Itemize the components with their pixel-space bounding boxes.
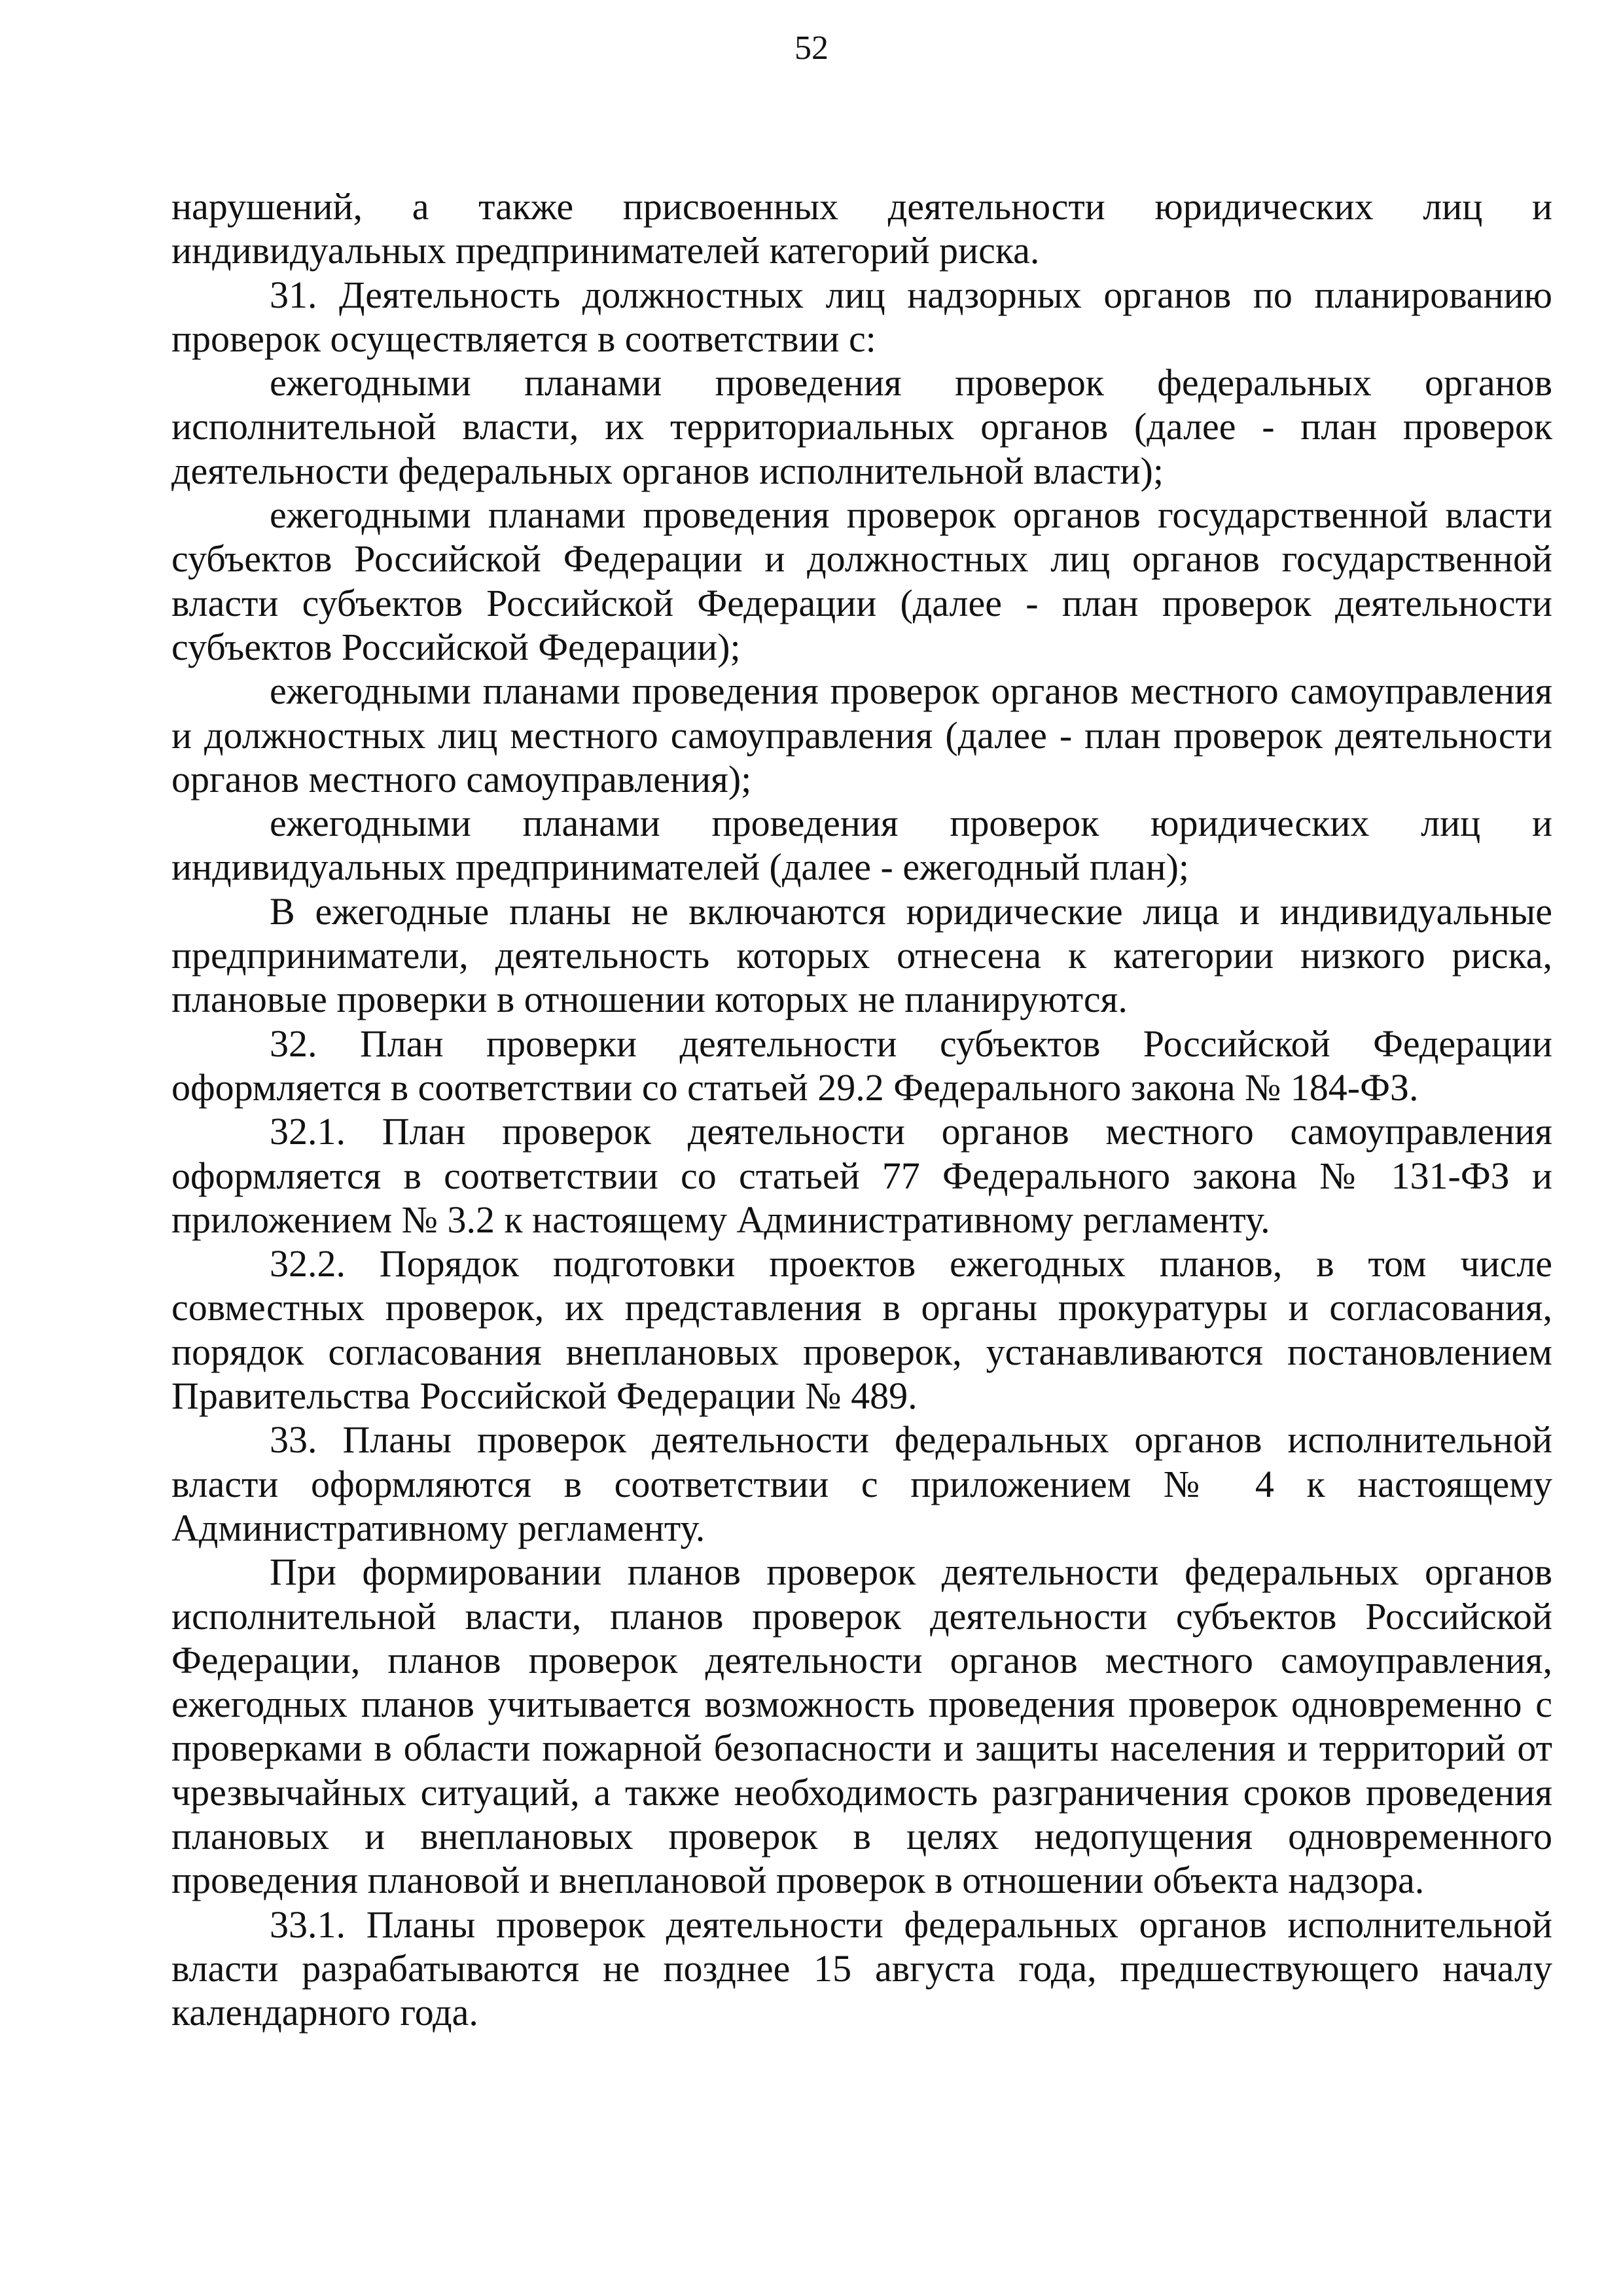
paragraph-33: 33. Планы проверок деятельности федеральных органов исполнительной власти оформляются в соответствии с приложением № 4 к настоящему Административному регламенту. <box>171 1418 1552 1549</box>
paragraph-31-item-subjects: ежегодными планами проведения проверок органов государственной власти субъектов Российской Федерации и должностных лиц органов государственной власти субъектов Российской Федерации (далее - план проверок деятельности субъектов Российской Федерации); <box>171 493 1552 668</box>
paragraph-31-item-local: ежегодными планами проведения проверок органов местного самоуправления и должностных лиц местного самоуправления (далее - план проверок деятельности органов местного самоуправления); <box>171 670 1552 800</box>
paragraph-32-2: 32.2. Порядок подготовки проектов ежегодных планов, в том числе совместных проверок, их представления в органы прокуратуры и согласования, порядок согласования внеплановых проверок, устанавливаются постановлением Правительства Российской Федерации № 489. <box>171 1242 1552 1418</box>
paragraph-31: 31. Деятельность должностных лиц надзорных органов по планированию проверок осуществляется в соответствии с: <box>171 273 1552 360</box>
paragraph-33-planning: При формировании планов проверок деятельности федеральных органов исполнительной власти, планов проверок деятельности субъектов Российской Федерации, планов проверок деятельности органов местного самоуправления, ежегодных планов учитывается возможность проведения проверок одновременно с проверками в области пожарной безопасности и защиты населения и территорий от чрезвычайных ситуаций, а также необходимость разграничения сроков проведения плановых и внеплановых проверок в целях недопущения одновременного проведения плановой и внеплановой проверок в отношении объекта надзора. <box>171 1551 1552 1902</box>
paragraph-31-exclusion: В ежегодные планы не включаются юридические лица и индивидуальные предприниматели, деятельность которых отнесена к категории низкого риска, плановые проверки в отношении которых не планируются. <box>171 889 1552 1021</box>
paragraph-33-1: 33.1. Планы проверок деятельности федеральных органов исполнительной власти разрабатываются не позднее 15 августа года, предшествующего началу календарного года. <box>171 1903 1552 2034</box>
page-number: 52 <box>794 29 829 67</box>
paragraph-continuation: нарушений, а также присвоенных деятельности юридических лиц и индивидуальных предпринимателей категорий риска. <box>171 185 1552 272</box>
paragraph-31-item-federal: ежегодными планами проведения проверок федеральных органов исполнительной власти, их территориальных органов (далее - план проверок деятельности федеральных органов исполнительной власти); <box>171 361 1552 492</box>
paragraph-32: 32. План проверки деятельности субъектов Российской Федерации оформляется в соответствии со статьей 29.2 Федерального закона № 184-ФЗ. <box>171 1022 1552 1109</box>
paragraph-31-item-annual: ежегодными планами проведения проверок юридических лиц и индивидуальных предпринимателей (далее - ежегодный план); <box>171 802 1552 889</box>
document-body <box>171 185 1552 2034</box>
paragraph-32-1: 32.1. План проверок деятельности органов местного самоуправления оформляется в соответствии со статьей 77 Федерального закона № 131-ФЗ и приложением № 3.2 к настоящему Административному регламенту. <box>171 1110 1552 1241</box>
